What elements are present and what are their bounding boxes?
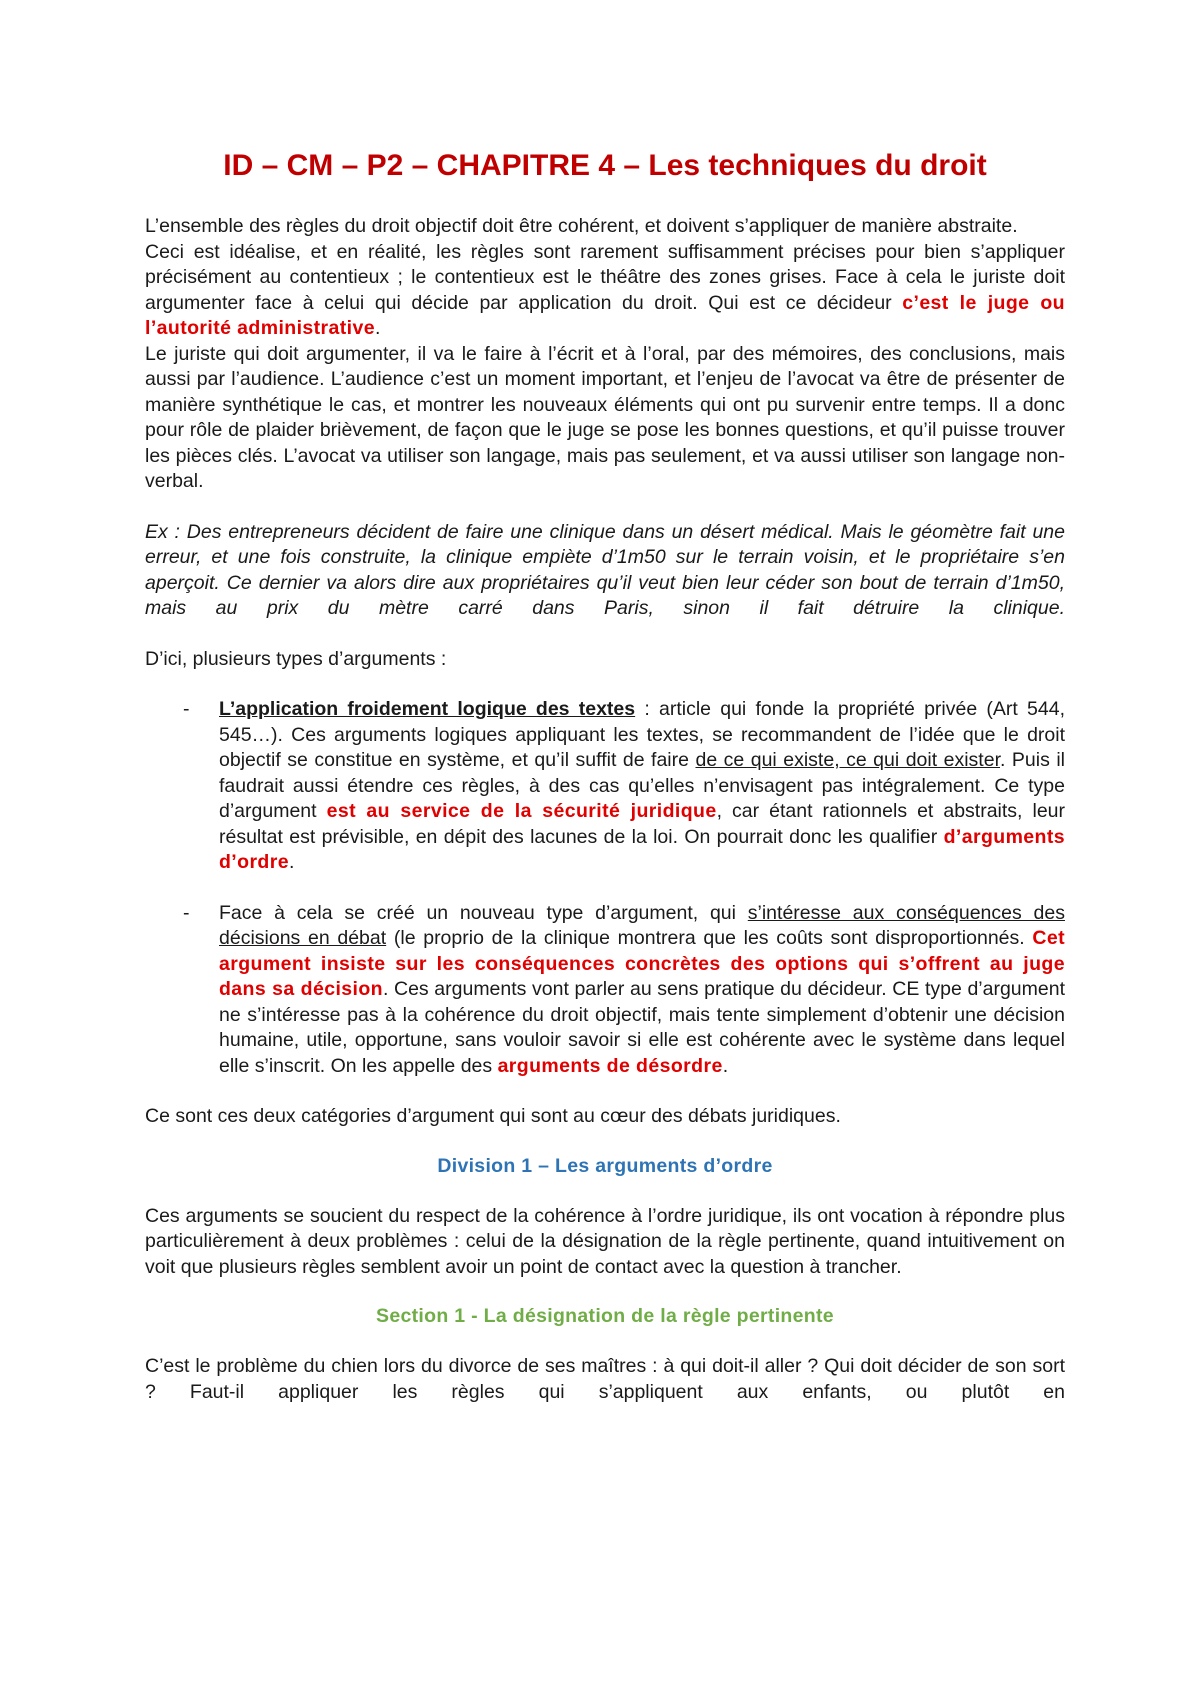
list-item-text-part: , car étant rationnels et abstraits, leur résultat est prévisible, en dépit des lacunes de la loi. On pourrait donc les qualifier — [219, 800, 1066, 848]
division-paragraph: Ces arguments se soucient du respect de la cohérence à l’ordre juridique, ils ont vocation à répondre plus particulièrement à deux problèmes : celui de la désignation de la règle pertinente, quand intuitivement on voit que plusieurs règles semblent avoir un point de contact avec la question à trancher. — [145, 1204, 1065, 1278]
red-emphasis: est au service de la sécurité juridique — [326, 800, 717, 822]
list-item-text-part: . Puis il faudrait aussi étendre ces règles, à des cas qu’elles n’envisagent pas intégralement. Ce type d’argument — [219, 749, 1065, 822]
document-title: ID – CM – P2 – CHAPITRE 4 – Les techniques du droit — [223, 149, 987, 182]
list-item-text-part: Face à cela se créé un nouveau type d’argument, qui — [219, 901, 748, 924]
argument-heading: L’application froidement logique des textes — [219, 698, 636, 720]
underlined-phrase: de ce qui existe, ce qui doit exister — [695, 749, 1000, 771]
example-paragraph: Ex : Des entrepreneurs décident de faire une clinique dans un désert médical. Mais le géomètre fait une erreur, et une fois construite, la clinique empiète d’1m50 sur le terrain voisin, et le propriétaire s’en aperçoit. Ce dernier va alors dire aux propriétaires qu’il veut bien leur céder son bout de terrain d’1m50, mais au prix du mètre carré dans Paris, sinon il fait détruire la clinique. — [145, 520, 1065, 619]
list-item-text-part: . — [288, 851, 295, 873]
division-heading: Division 1 – Les arguments d’ordre — [437, 1154, 773, 1177]
list-item — [145, 697, 1065, 876]
red-emphasis: arguments de désordre — [497, 1054, 723, 1077]
list-item-text-part: : article qui fonde la propriété privée (Art 544, 545…). Ces arguments logiques appliquant les textes, se recommandent de l’idée que le droit objectif se constitue en système, et qu’il suffit de faire — [219, 698, 1065, 771]
red-emphasis: Cet argument insiste sur les conséquences concrètes des options qui s’offrent au juge dans sa décision — [219, 927, 1065, 1000]
argument-types-list — [145, 697, 1065, 1079]
list-item-text-part: . — [722, 1054, 729, 1077]
list-item — [145, 901, 1065, 1080]
list-item-text — [219, 697, 1065, 876]
dash-bullet: - — [183, 901, 190, 924]
section-heading: Section 1 - La désignation de la règle pertinente — [376, 1305, 834, 1327]
intro-paragraph-3: Le juriste qui doit argumenter, il va le faire à l’écrit et à l’oral, par des mémoires, des conclusions, mais aussi par l’audience. L’audience c’est un moment important, et l’enjeu de l’avocat va être de présenter de manière synthétique le cas, et montrer les nouveaux éléments qui ont pu survenir entre temps. Il a donc pour rôle de plaider brièvement, de façon que le juge se pose les bonnes questions, et qu’il puisse trouver les pièces clés. L’avocat va utiliser son langage, mais pas seulement, et va aussi utiliser son langage non-verbal. — [145, 342, 1065, 492]
intro-paragraph-2-end: . — [374, 317, 381, 339]
argument-types-intro: D’ici, plusieurs types d’arguments : — [145, 647, 447, 670]
underlined-phrase: s’intéresse aux conséquences des décisions en débat — [219, 901, 1065, 949]
conclusion-paragraph: Ce sont ces deux catégories d’argument qui sont au cœur des débats juridiques. — [145, 1105, 841, 1127]
section-paragraph: C’est le problème du chien lors du divorce de ses maîtres : à qui doit-il aller ? Qui doit décider de son sort ? Faut-il appliquer les règles qui s’appliquent aux enfants, ou plutôt en — [145, 1355, 1065, 1403]
list-item-text — [219, 901, 1065, 1080]
list-item-text-part: . Ces arguments vont parler au sens pratique du décideur. CE type d’argument ne s’intéresse pas à la cohérence du droit objectif, mais tente simplement d’obtenir une décision humaine, utile, opportune, sans vouloir savoir si elle est cohérente avec le système dans lequel elle s’inscrit. On les appelle des — [219, 978, 1065, 1077]
intro-paragraph-2-text: Ceci est idéalise, et en réalité, les règles sont rarement suffisamment précises pour bien s’appliquer précisément au contentieux ; le contentieux est le théâtre des zones grises. Face à cela le juriste doit argumenter face à celui qui décide par application du droit. Qui est ce décideur — [145, 240, 1065, 314]
intro-paragraph-1: L’ensemble des règles du droit objectif doit être cohérent, et doivent s’appliquer de manière abstraite. — [145, 215, 1018, 237]
list-item-text-part: (le proprio de la clinique montrera que les coûts sont disproportionnés. — [386, 927, 1033, 949]
decision-maker-highlight: c’est le juge ou l’autorité administrative — [145, 291, 1065, 339]
intro-paragraph-2 — [145, 240, 1065, 342]
red-emphasis: d’arguments d’ordre — [219, 825, 1065, 873]
document-page — [145, 140, 1065, 1405]
dash-bullet: - — [183, 698, 190, 720]
